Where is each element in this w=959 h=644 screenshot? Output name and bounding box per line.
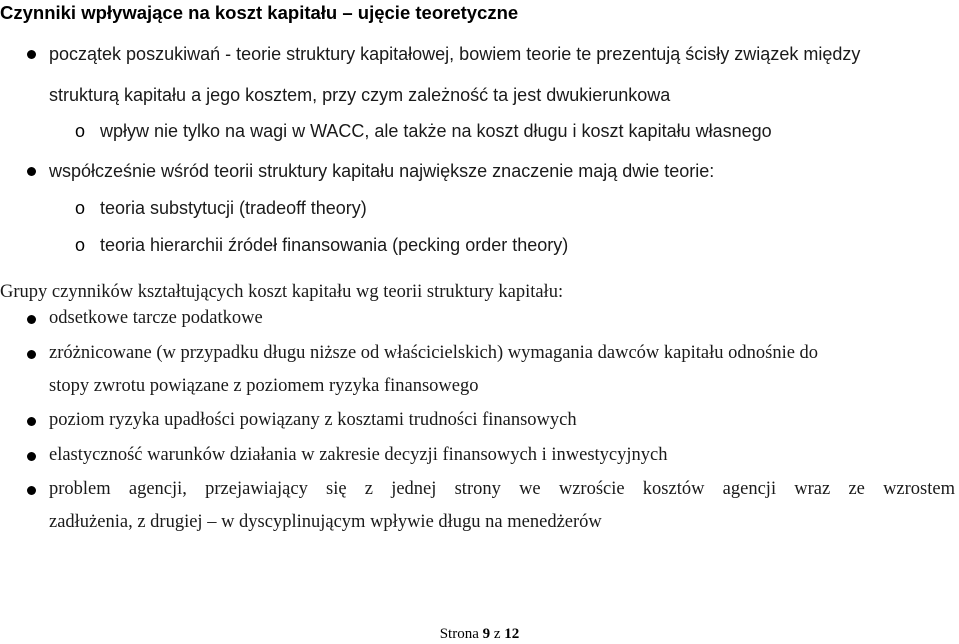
bullet-icon — [27, 417, 36, 426]
footer-of: z — [493, 626, 501, 642]
bullet-text-2: współcześnie wśród teorii struktury kapitału największe znaczenie mają dwie teorie: — [49, 161, 715, 181]
sub-bullet-text-tradeoff: teoria substytucji (tradeoff theory) — [100, 198, 367, 218]
groups-heading: Grupy czynników kształtujących koszt kapitału wg teorii struktury kapitału: — [0, 282, 564, 302]
factor-5: problem agencji, przejawiający się z jednej strony we wzroście kosztów agencji wraz ze wzrostem — [49, 479, 955, 499]
footer-prefix: Strona — [439, 626, 479, 642]
factor-5-cont: zadłużenia, z drugiej – w dyscyplinującym wpływie długu na menedżerów — [49, 512, 602, 532]
bullet-icon — [27, 315, 36, 324]
factor-2-cont: stopy zwrotu powiązane z poziomem ryzyka finansowego — [49, 376, 479, 396]
sub-bullet-icon: o — [75, 198, 86, 218]
sub-bullet-icon: o — [75, 121, 86, 141]
bullet-text-1-cont: strukturą kapitału a jego kosztem, przy czym zależność ta jest dwukierunkowa — [49, 85, 671, 105]
factor-1: odsetkowe tarcze podatkowe — [49, 308, 263, 328]
sub-bullet-text-pecking: teoria hierarchii źródeł finansowania (pecking order theory) — [100, 235, 569, 255]
bullet-text-1: początek poszukiwań - teorie struktury kapitałowej, bowiem teorie te prezentują ścisły związek między — [49, 44, 861, 64]
page-title: Czynniki wpływające na koszt kapitału – ujęcie teoretyczne — [0, 2, 519, 23]
bullet-icon — [27, 486, 36, 495]
sub-bullet-icon: o — [75, 235, 86, 255]
factor-3: poziom ryzyka upadłości powiązany z kosztami trudności finansowych — [49, 410, 577, 430]
factor-4: elastyczność warunków działania w zakresie decyzji finansowych i inwestycyjnych — [49, 445, 668, 465]
footer-total-pages: 12 — [504, 626, 520, 642]
bullet-icon — [27, 350, 36, 359]
sub-bullet-text-wacc: wpływ nie tylko na wagi w WACC, ale także na koszt długu i koszt kapitału własnego — [100, 121, 772, 141]
footer-page-number: 9 — [482, 626, 491, 642]
factor-2: zróżnicowane (w przypadku długu niższe od właścicielskich) wymagania dawców kapitału odnośnie do — [49, 343, 819, 363]
page-footer — [0, 626, 959, 643]
bullet-icon — [27, 167, 36, 176]
bullet-icon — [27, 50, 36, 59]
bullet-icon — [27, 452, 36, 461]
